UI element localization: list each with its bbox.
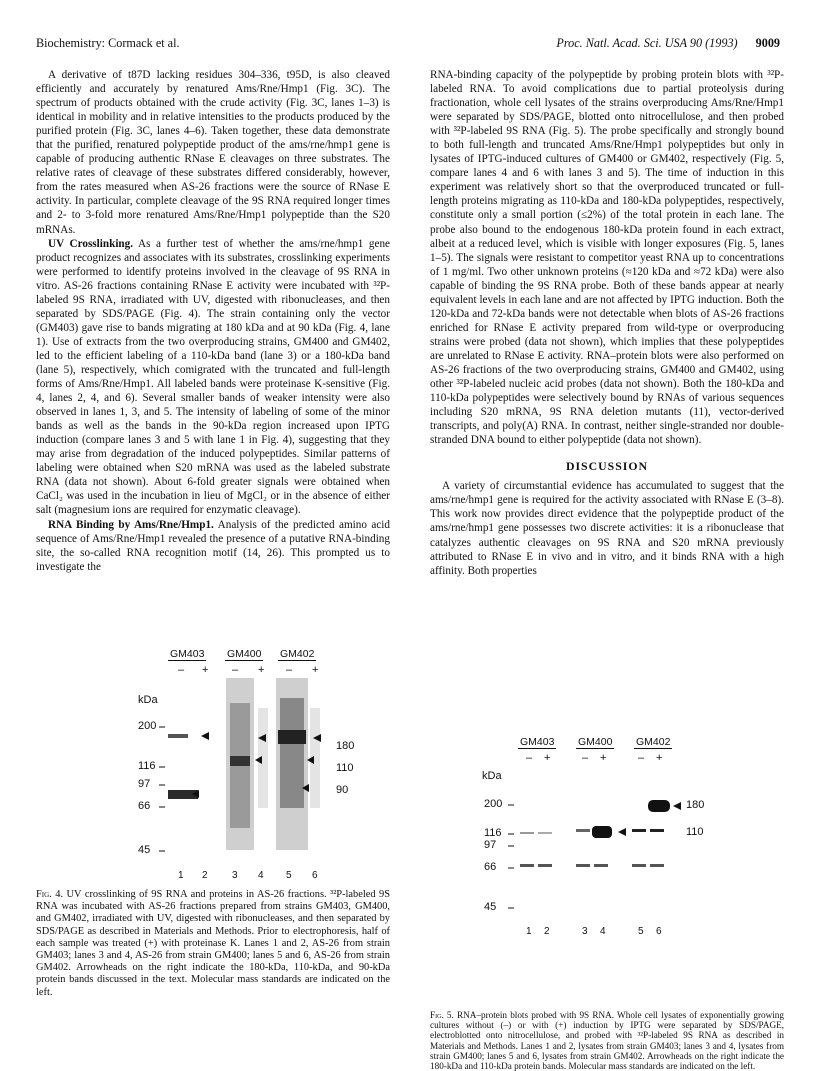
running-header <box>36 36 780 54</box>
right-column <box>430 68 784 578</box>
strain-label: GM403 <box>170 648 205 660</box>
kda-label: kDa <box>138 694 158 706</box>
lane-number: 5 <box>286 870 292 881</box>
treatment-sign: + <box>656 752 663 764</box>
band-label: 180 <box>686 799 705 811</box>
gel-image <box>110 648 370 888</box>
paragraph-uv <box>36 237 390 518</box>
treatment-sign: + <box>258 664 265 676</box>
caption-text: RNA–protein blots probed with 9S RNA. Whole cell lysates of exponentially growing cultures without (–) or with (+) induction by IPTG were separated by SDS/PAGE, electroblotted onto nitrocellulose, and probed with ³²P-labeled 9S RNA as described in Materials and Methods. Lanes 1 and 2, lysates from strain GM403; lanes 3 and 4, lysates from strain GM400; lanes 5 and 6, lysates from strain GM402. Arrowheads on the right indicate the 180-kDa and 110-kDa protein bands. Molecular mass standards are indicated on the left. <box>430 1010 784 1071</box>
lane-number: 4 <box>258 870 264 881</box>
header-authors: Biochemistry: Cormack et al. <box>36 36 180 50</box>
kda-label: kDa <box>482 770 502 782</box>
marker-label: 66 <box>484 861 497 873</box>
caption-text: UV crosslinking of 9S RNA and proteins in AS-26 fractions. ³²P-labeled 9S RNA was incubated with AS-26 fractions prepared from strains GM403, GM400, and GM402, irradiated with UV, digested with ribonucleases, and then separated by SDS/PAGE as described in Materials and Methods. Prior to electrophoresis, half of each sample was treated (+) with proteinase K. Lanes 1 and 2, AS-26 from strain GM403; lanes 3 and 4, AS-26 from strain GM400; lanes 5 and 6, AS-26 from strain GM402. Arrowheads on the right indicate the 180-kDa, 110-kDa, and 90-kDa protein bands discussed in the text. Molecular mass standards are indicated on the left. <box>36 889 391 998</box>
section-heading-uv: UV Crosslinking. <box>48 237 134 250</box>
caption-label: Fig. 5. <box>430 1010 454 1020</box>
lane-number: 3 <box>582 926 588 937</box>
marker-label: 45 <box>138 844 151 856</box>
lane-number: 2 <box>202 870 208 881</box>
treatment-sign: – <box>286 664 293 676</box>
caption-label: Fig. 4. <box>36 889 64 900</box>
treatment-sign: + <box>544 752 551 764</box>
treatment-sign: – <box>178 664 185 676</box>
treatment-sign: – <box>638 752 645 764</box>
marker-label: 116 <box>138 760 156 772</box>
blot-image <box>480 736 730 946</box>
left-column <box>36 68 390 574</box>
paragraph: A derivative of t87D lacking residues 304–336, t95D, is also cleaved efficiently and accurately by renatured Ams/Rne/Hmp1 (Fig. 3C). The spectrum of products obtained with the crude activity (Fig. 3C, lanes 1–3) is identical in mobility and in relative intensities to the products produced by the purified protein (Fig. 3C, lanes 4–6). Taken together, these data demonstrate that the purified, renatured polypeptide product of the ams/rne/hmp1 gene is capable of producing authentic RNase E cleavages on three substrates. The relative rates of cleavage of these substrates differed considerably, however, from the rates measured when AS-26 fractions were the source of RNase E activity. In particular, complete cleavage of the 9S RNA required longer times and 2- to 3-fold more renatured Ams/Rne/Hmp1 polypeptide than the S20 mRNAs. <box>36 69 390 236</box>
lane-number: 3 <box>232 870 238 881</box>
band-label: 110 <box>336 762 354 774</box>
marker-label: 66 <box>138 800 151 812</box>
marker-label: 45 <box>484 901 497 913</box>
section-heading-discussion: DISCUSSION <box>565 459 649 474</box>
lane-number: 1 <box>178 870 184 881</box>
strain-label: GM400 <box>578 736 613 748</box>
paragraph-text: As a further test of whether the ams/rne/hmp1 gene product recognizes and associates with its substrates, crosslinking experiments were performed to identify proteins involved in the cleavage of 9S RNA in vitro. AS-26 fractions containing RNase E activity were incubated with ³²P-labeled 9S RNA, irradiated with UV, digested with ribonucleases, and then separated by SDS/PAGE (Fig. 4). The strain containing only the vector (GM403) gave rise to bands migrating at 180 kDa and at 90 kDa (Fig. 4, lane 1). Use of extracts from the two overproducing strains, GM400 and GM402, led to the efficient labeling of a 110-kDa band (lane 3) or a 180-kDa band (lane 5), respectively, which comigrated with the truncated and full-length forms of Ams/Rne/Hmp1. All labeled bands were proteinase K-sensitive (Fig. 4, lanes 2, 4, and 6). Several smaller bands of weaker intensity were also observed in lanes 1, 3, and 5. The intensity of labeling of some of the minor bands as well as the bands in the 90-kDa region increased upon IPTG induction (compare lanes 3 and 5 with lane 1 in Fig. 4), suggesting that they may arise from degradation of the induced polypeptides. Similar patterns of labeling were obtained when S20 mRNA was used as the labeled substrate RNA (data not shown). About 6-fold greater signals were obtained when CaCl₂ was used in the incubation in lieu of MgCl₂ or in the absence of either salt (magnesium ions are required for enzymatic cleavage). <box>36 237 391 517</box>
lane-number: 4 <box>600 926 606 937</box>
band-label: 180 <box>336 740 355 752</box>
paragraph: A variety of circumstantial evidence has accumulated to suggest that the ams/rne/hmp1 gene is required for the activity associated with RNase E (3–8). This work now provides direct evidence that the polypeptide product of the ams/rne/hmp1 gene possesses two discrete activities: it is a ribonuclease that catalyzes authentic cleavages on 9S RNA and S20 mRNA previously attributed to RNase E in vivo and in vitro, and it binds RNA with a high affinity. Both properties <box>430 480 784 577</box>
lane-number: 6 <box>312 870 318 881</box>
band-label: 110 <box>686 826 704 838</box>
marker-label: 97 <box>484 839 497 851</box>
lane-number: 5 <box>638 926 644 937</box>
marker-label: 116 <box>484 827 502 839</box>
header-journal-block <box>556 36 780 51</box>
lane-number: 6 <box>656 926 662 937</box>
treatment-sign: – <box>582 752 589 764</box>
figure-4-gel <box>110 648 370 888</box>
lane-number: 1 <box>526 926 532 937</box>
lane-number: 2 <box>544 926 550 937</box>
header-journal: Proc. Natl. Acad. Sci. USA 90 (1993) <box>556 36 738 50</box>
band-label: 90 <box>336 784 349 796</box>
treatment-sign: + <box>312 664 319 676</box>
figure-4-caption <box>36 889 390 999</box>
treatment-sign: + <box>202 664 209 676</box>
marker-label: 200 <box>138 720 157 732</box>
section-heading-rna-binding: RNA Binding by Ams/Rne/Hmp1. <box>48 518 214 531</box>
strain-label: GM403 <box>520 736 555 748</box>
marker-label: 97 <box>138 778 151 790</box>
header-page-number: 9009 <box>755 36 780 50</box>
paragraph-rna <box>36 518 390 574</box>
strain-label: GM402 <box>280 648 315 660</box>
figure-5-caption <box>430 1010 784 1071</box>
figure-5-blot <box>480 736 730 981</box>
treatment-sign: – <box>232 664 239 676</box>
marker-label: 200 <box>484 798 503 810</box>
treatment-sign: – <box>526 752 533 764</box>
strain-label: GM400 <box>227 648 262 660</box>
paragraph: RNA-binding capacity of the polypeptide by probing protein blots with ³²P-labeled RNA. To avoid complications due to partial proteolysis during fractionation, whole cell lysates of the strains overproducing Ams/Rne/Hmp1 were separated by SDS/PAGE, blotted onto nitrocellulose, and then probed with ³²P-labeled 9S RNA (Fig. 5). The probe specifically and strongly bound to both full-length and truncated Ams/Rne/Hmp1 polypeptides but only in lysates of IPTG-induced cultures of GM400 or GM402, respectively (Fig. 5, compare lanes 4 and 6 with lanes 3 and 5). The time of induction in this experiment was relatively short so that the overproduced truncated or full-length proteins migrating as 110-kDa and 180-kDa polypeptides, respectively, constitute only a small portion (≤2%) of the total protein in each lane. The probe also bound to the endogenous 180-kDa protein found in each extract, albeit at a reduced level, which is visible with longer exposures (Fig. 5, lanes 1–5). The signals were resistant to competitor yeast RNA up to concentrations of 1 mg/ml. Two other unknown proteins (≈120 kDa and ≈72 kDa) were also capable of binding the 9S RNA probe. Both of these bands appear at nearly equivalent levels in each lane and are not affected by IPTG induction. Both the 120-kDa and 72-kDa bands were not detectable when blots of AS-26 fractions enriched for RNase E activity prepared from wild-type or overproducing strains were probed (data not shown), which implies that these polypeptides are unrelated to RNase E activity. RNA–protein blots were also performed on AS-26 fractions of the two overproducing strains, GM400 and GM402, using other ³²P-labeled nucleic acid probes (data not shown). Both the 180-kDa and 110-kDa polypeptides were selectively bound by RNAs of various sequences including S20 mRNA, 9S RNA deletion mutants (11), vector-derived transcripts, and poly(A) RNA. In contrast, neither single-stranded nor double-stranded DNA bound to either polypeptide (data not shown). <box>430 69 784 447</box>
paragraph-text: Analysis of the predicted amino acid sequence of Ams/Rne/Hmp1 revealed the presence of a putative RNA-binding site, the so-called RNA recognition motif (14, 26). This prompted us to investigate the <box>36 518 391 573</box>
strain-label: GM402 <box>636 736 671 748</box>
treatment-sign: + <box>600 752 607 764</box>
